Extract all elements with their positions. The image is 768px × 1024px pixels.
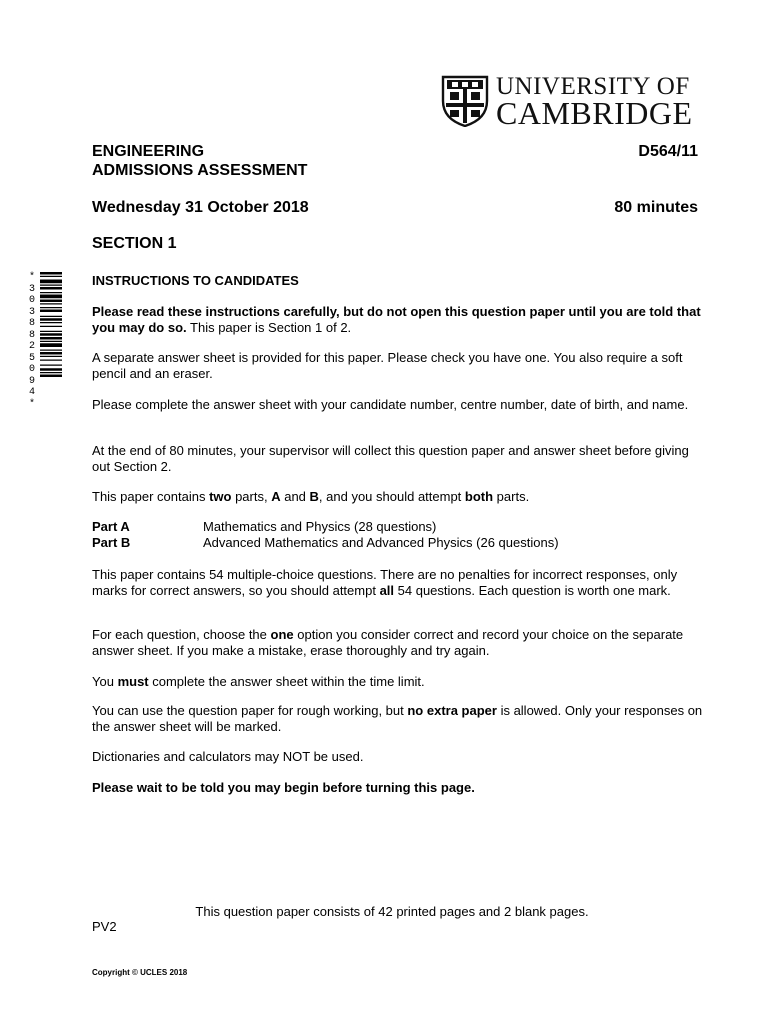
barcode-number <box>26 272 38 410</box>
university-logo <box>441 73 701 129</box>
p7-text-c: option you consider correct and record your choice on the separate answer sheet. If you make a mistake, erase thoroughly and try again. <box>92 627 684 658</box>
instruction-paragraph-7 <box>92 627 710 659</box>
p5-text-b: two <box>209 489 232 504</box>
barcode <box>26 272 62 412</box>
instruction-1-rest: This paper is Section 1 of 2. <box>186 320 352 335</box>
barcode-char: 3 <box>28 283 35 295</box>
part-row <box>92 535 710 551</box>
exam-title <box>92 142 307 180</box>
instruction-paragraph-6 <box>92 567 710 599</box>
part-label: Part B <box>92 535 131 550</box>
university-crest-icon <box>441 75 489 127</box>
logo-text-line2: CAMBRIDGE <box>496 95 693 131</box>
instruction-paragraph-4: At the end of 80 minutes, your supervisor will collect this question paper and answer sheet before giving out Section 2. <box>92 443 689 474</box>
p5-text-h: both <box>464 489 494 504</box>
p5-text-f: B <box>309 489 319 504</box>
instruction-paragraph-11: Please wait to be told you may begin before turning this page. <box>92 780 475 795</box>
instruction-paragraph-2: A separate answer sheet is provided for this paper. Please check you have one. You also require a soft pencil and an eraser. <box>92 350 683 381</box>
page-count-note: This question paper consists of 42 printed pages and 2 blank pages. <box>195 904 589 919</box>
p5-text-g: , and you should attempt <box>318 489 465 504</box>
instruction-paragraph-10: Dictionaries and calculators may NOT be used. <box>92 749 364 764</box>
barcode-char: 0 <box>28 295 35 306</box>
barcode-char: 3 <box>28 306 35 318</box>
p5-text-a: This paper contains <box>92 489 210 504</box>
barcode-char: 8 <box>28 318 35 329</box>
exam-date: Wednesday 31 October 2018 <box>92 199 309 216</box>
p7-text-b: one <box>270 627 294 642</box>
instruction-paragraph-9 <box>92 703 710 735</box>
barcode-char: 8 <box>28 329 35 341</box>
instructions-heading: INSTRUCTIONS TO CANDIDATES <box>92 273 299 288</box>
p5-text-c: parts, <box>231 489 272 504</box>
p9-text-b: no extra paper <box>407 703 497 718</box>
part-description: Mathematics and Physics (28 questions) <box>203 519 437 534</box>
p8-text-b: must <box>117 674 149 689</box>
paper-version-code: PV2 <box>92 919 117 934</box>
logo-text-line1: UNIVERSITY OF <box>496 73 690 100</box>
p5-text-i: parts. <box>493 489 530 504</box>
barcode-char: * <box>28 272 35 283</box>
barcode-char: 5 <box>28 352 35 364</box>
p6-text-a: This paper contains 54 multiple-choice questions. There are no penalties for incorrect responses, only marks for correct answers, so you should attempt <box>92 567 678 598</box>
instruction-paragraph-5 <box>92 489 710 505</box>
exam-title-line2: ADMISSIONS ASSESSMENT <box>92 162 308 179</box>
copyright-notice: Copyright © UCLES 2018 <box>92 968 188 977</box>
part-label: Part A <box>92 519 130 534</box>
p8-text-c: complete the answer sheet within the time limit. <box>148 674 425 689</box>
exam-title-line1: ENGINEERING <box>92 143 205 160</box>
barcode-char: * <box>28 398 35 410</box>
p8-text-a: You <box>92 674 118 689</box>
p7-text-a: For each question, choose the <box>92 627 271 642</box>
p5-text-d: A <box>271 489 281 504</box>
p9-text-c: is allowed. Only your responses on the answer sheet will be marked. <box>92 703 703 734</box>
barcode-char: 0 <box>28 364 35 375</box>
part-row <box>92 519 710 535</box>
p6-text-c: 54 questions. Each question is worth one mark. <box>394 583 671 598</box>
barcode-char: 9 <box>28 375 35 387</box>
instruction-1-bold: Please read these instructions carefully, but do not open this question paper until you are told that you may do so. <box>92 304 701 335</box>
instruction-paragraph-1 <box>92 304 710 336</box>
instruction-paragraph-3: Please complete the answer sheet with your candidate number, centre number, date of birth, and name. <box>92 397 689 412</box>
section-title: SECTION 1 <box>92 235 177 252</box>
p9-text-a: You can use the question paper for rough working, but <box>92 703 408 718</box>
barcode-char: 4 <box>28 387 35 398</box>
paper-code: D564/11 <box>638 143 698 160</box>
barcode-bars-icon <box>40 272 62 412</box>
exam-duration: 80 minutes <box>614 199 698 216</box>
p6-text-b: all <box>379 583 395 598</box>
p5-text-e: and <box>280 489 310 504</box>
instruction-paragraph-8 <box>92 674 710 690</box>
parts-list <box>92 519 710 553</box>
barcode-char: 2 <box>28 341 35 352</box>
part-description: Advanced Mathematics and Advanced Physics (26 questions) <box>203 535 559 550</box>
